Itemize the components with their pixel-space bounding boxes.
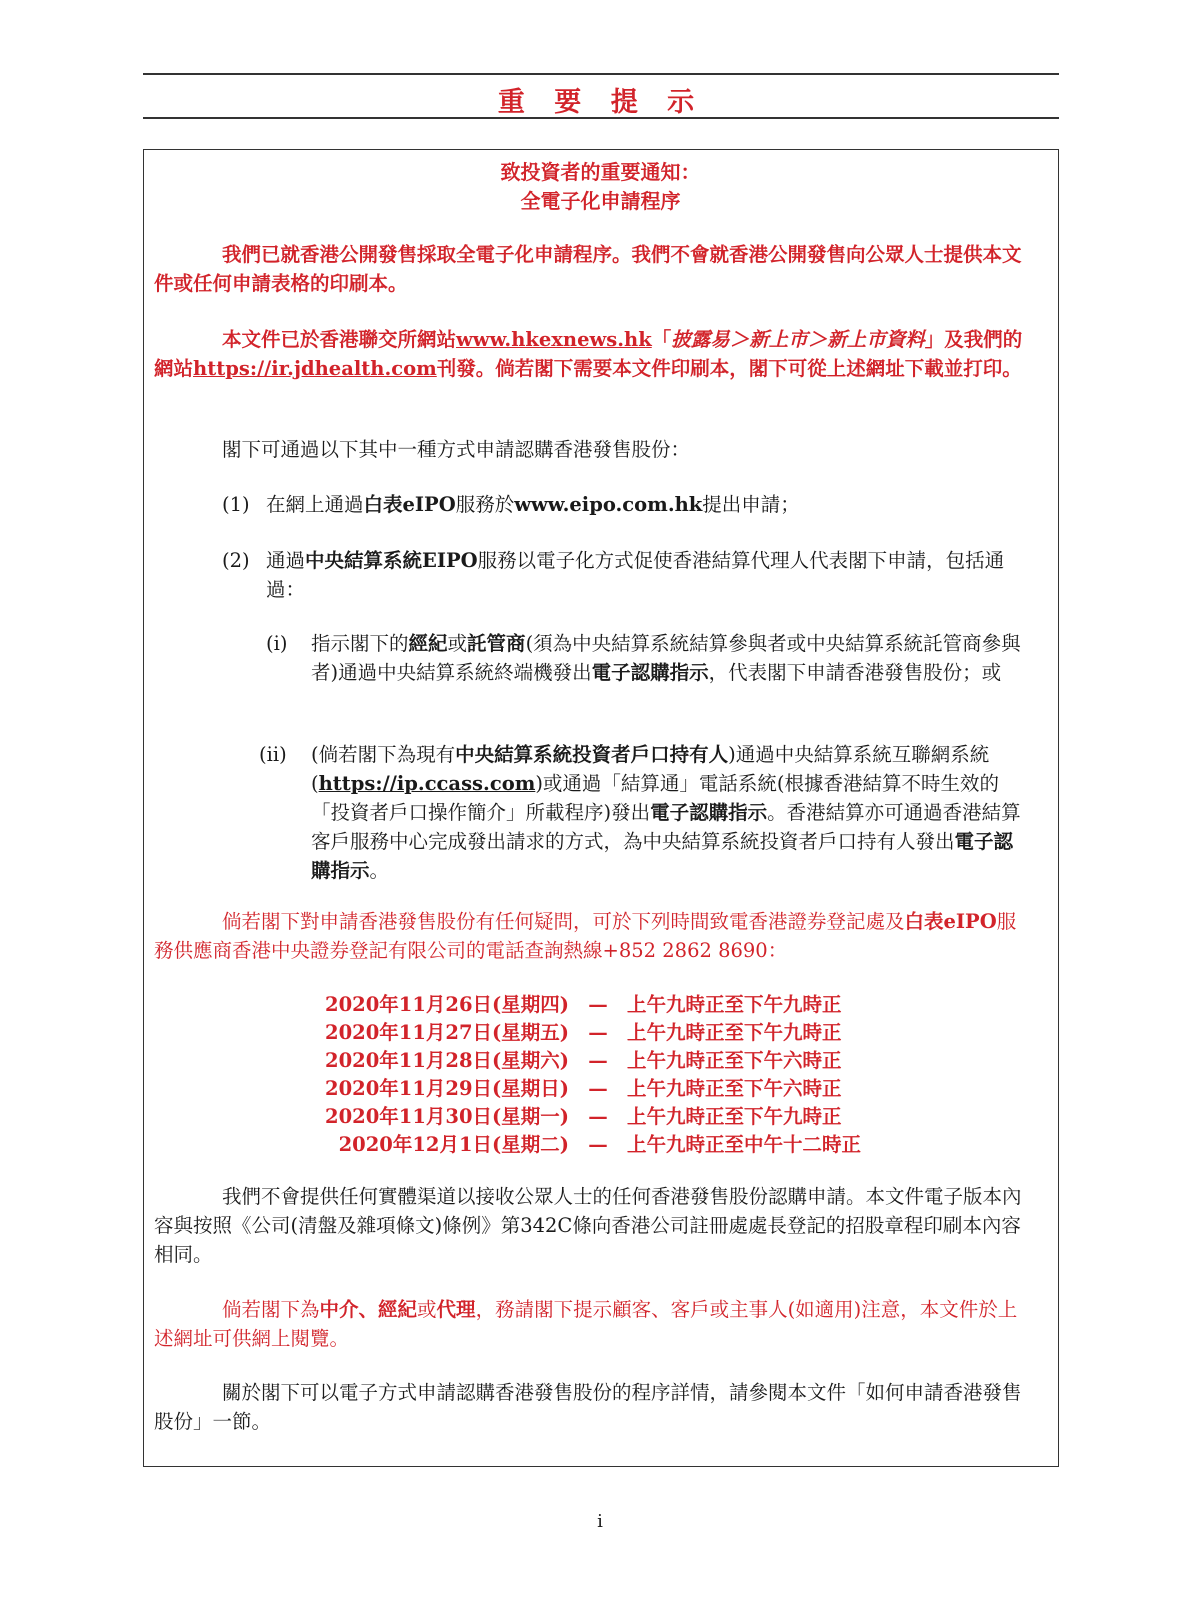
broker-term: 經紀 — [408, 632, 448, 655]
notice-box — [143, 149, 1059, 1467]
top-rule — [143, 73, 1059, 75]
intermediaries-term: 中介、經紀 — [319, 1298, 418, 1321]
page-title: 重 要 提 示 — [497, 87, 705, 118]
method2-label: (2) — [222, 549, 250, 572]
method2-ii-text-4: 。香港結算亦可通過香港結算客戶服務中心完成發出請求的方式，為中央結算系統投資者戶口持有人發出 — [311, 801, 1021, 853]
paragraph-enquiries — [154, 907, 1024, 965]
schedule-dash: — — [588, 1049, 608, 1072]
schedule-row — [314, 1046, 842, 1075]
schedule-row — [314, 1130, 861, 1159]
electronic-instruction-term: 電子認購指示 — [591, 661, 709, 684]
custodian-term: 託管商 — [467, 632, 526, 655]
paragraph-intermediaries — [154, 1295, 1024, 1353]
eipo-link[interactable]: www.eipo.com.hk — [514, 493, 703, 516]
method2-i-text-4: ，代表閣下申請香港發售股份；或 — [708, 661, 1002, 684]
paragraph-no-physical: 我們不會提供任何實體渠道以接收公眾人士的任何香港發售股份認購申請。本文件電子版本內容與按照《公司(清盤及雜項條文)條例》第342C條向香港公司註冊處處長登記的招股章程印刷本內容相同。 — [154, 1185, 1022, 1266]
method2-ii-text-3: )或通過「結算通」電話系統(根據香港結算不時生效的「投資者戶口操作簡介」所載程序)發出 — [311, 772, 1000, 824]
schedule-date: 2020年12月1日(星期二) — [338, 1133, 569, 1156]
hkexnews-path: 披露易＞新上市＞新上市資料 — [671, 328, 925, 351]
notice-heading — [144, 158, 1057, 216]
schedule-date: 2020年11月29日(星期日) — [325, 1077, 569, 1100]
schedule-hours: 上午九時正至下午六時正 — [627, 1077, 842, 1100]
bottom-rule — [143, 117, 1059, 119]
method2-i-text — [311, 629, 1024, 687]
method2-text-2: 服務以電子化方式促使香港結算代理人代表閣下申請，包括通過： — [266, 549, 1005, 601]
method2-text-1: 通過 — [266, 549, 306, 572]
method2-text — [266, 546, 1024, 604]
method2-ii-text-1: (倘若閣下為現有 — [311, 743, 456, 766]
schedule-row — [314, 1074, 842, 1103]
paragraph-fully-electronic: 我們已就香港公開發售採取全電子化申請程序。我們不會就香港公開發售向公眾人士提供本文件或任何申請表格的印刷本。 — [154, 243, 1022, 295]
method2-i-text-2: 或 — [447, 632, 468, 655]
jdhealth-link[interactable]: https://ir.jdhealth.com — [193, 357, 437, 380]
method1-service: 白表eIPO — [363, 493, 456, 516]
ccass-link[interactable]: https://ip.ccass.com — [318, 772, 536, 795]
agent-term: 代理 — [436, 1298, 476, 1321]
schedule-dash: — — [588, 993, 608, 1016]
method2-ii-text-2: )通過中央結算系統互聯網系統( — [311, 743, 990, 795]
schedule-dash: — — [588, 1133, 608, 1156]
intermediaries-text-1: 倘若閣下為 — [222, 1298, 320, 1321]
enquiries-text-2: 服務供應商香港中央證券登記有限公司的電話查詢熱線+852 2862 8690： — [154, 910, 1017, 962]
schedule-date: 2020年11月27日(星期五) — [325, 1021, 569, 1044]
schedule-dash: — — [588, 1077, 608, 1100]
schedule-hours: 上午九時正至中午十二時正 — [627, 1133, 862, 1156]
method2-ii-text-5: 。 — [369, 859, 390, 882]
hkexnews-link[interactable]: www.hkexnews.hk — [456, 328, 652, 351]
method2-ii-label: (ii) — [259, 743, 287, 766]
published-text-2: 「 — [651, 328, 672, 351]
method1-label: (1) — [222, 493, 250, 516]
methods-intro: 閣下可通過以下其中一種方式申請認購香港發售股份： — [222, 438, 691, 461]
schedule-hours: 上午九時正至下午九時正 — [627, 1105, 842, 1128]
notice-heading-line1: 致投資者的重要通知： — [500, 160, 701, 184]
method2-i-text-1: 指示閣下的 — [311, 632, 409, 655]
published-text-1: 本文件已於香港聯交所網站 — [222, 328, 457, 351]
schedule-date: 2020年11月28日(星期六) — [325, 1049, 569, 1072]
schedule-dash: — — [588, 1105, 608, 1128]
electronic-instruction-term-2: 電子認購指示 — [650, 801, 768, 824]
intermediaries-text-3: ，務請閣下提示顧客、客戶或主事人(如適用)注意，本文件於上述網址可供網上閱覽。 — [154, 1298, 1018, 1350]
schedule-row — [314, 1018, 842, 1047]
method1-text-3: 提出申請； — [702, 493, 800, 516]
method1-text-2: 服務於 — [455, 493, 515, 516]
schedule-row — [314, 990, 842, 1019]
method2-i-text-3: (須為中央結算系統結算參與者或中央結算系統託管商參與者)通過中央結算系統終端機發出 — [311, 632, 1021, 684]
page-number: i — [597, 1511, 603, 1532]
schedule-hours: 上午九時正至下午九時正 — [627, 993, 842, 1016]
method1-text-1: 在網上通過 — [266, 493, 364, 516]
schedule-date: 2020年11月26日(星期四) — [325, 993, 569, 1016]
paragraph-details: 關於閣下可以電子方式申請認購香港發售股份的程序詳情，請參閱本文件「如何申請香港發售股份」一節。 — [154, 1381, 1022, 1433]
enquiries-text-1: 倘若閣下對申請香港發售股份有任何疑問，可於下列時間致電香港證券登記處及 — [222, 910, 905, 933]
electronic-instruction-term-3: 電子認購指示 — [311, 830, 1014, 882]
schedule-row — [314, 1102, 842, 1131]
schedule-dash: — — [588, 1021, 608, 1044]
schedule-hours: 上午九時正至下午九時正 — [627, 1021, 842, 1044]
published-text-4: 刊發。倘若閣下需要本文件印刷本，閣下可從上述網址下載並打印。 — [436, 357, 1022, 380]
method2-i-label: (i) — [266, 632, 288, 655]
published-text-3: 」及我們的網站 — [154, 328, 1023, 380]
paragraph-published — [154, 325, 1024, 383]
schedule-date: 2020年11月30日(星期一) — [325, 1105, 569, 1128]
intermediaries-text-2: 或 — [417, 1298, 437, 1321]
enquiries-service: 白表eIPO — [904, 910, 997, 933]
ccass-investor-term: 中央結算系統投資者戶口持有人 — [455, 743, 729, 766]
method2-service: 中央結算系統EIPO — [305, 549, 478, 572]
method2-ii-text — [311, 740, 1024, 885]
notice-heading-line2: 全電子化申請程序 — [520, 189, 681, 213]
schedule-hours: 上午九時正至下午六時正 — [627, 1049, 842, 1072]
method1-text — [266, 490, 1024, 519]
